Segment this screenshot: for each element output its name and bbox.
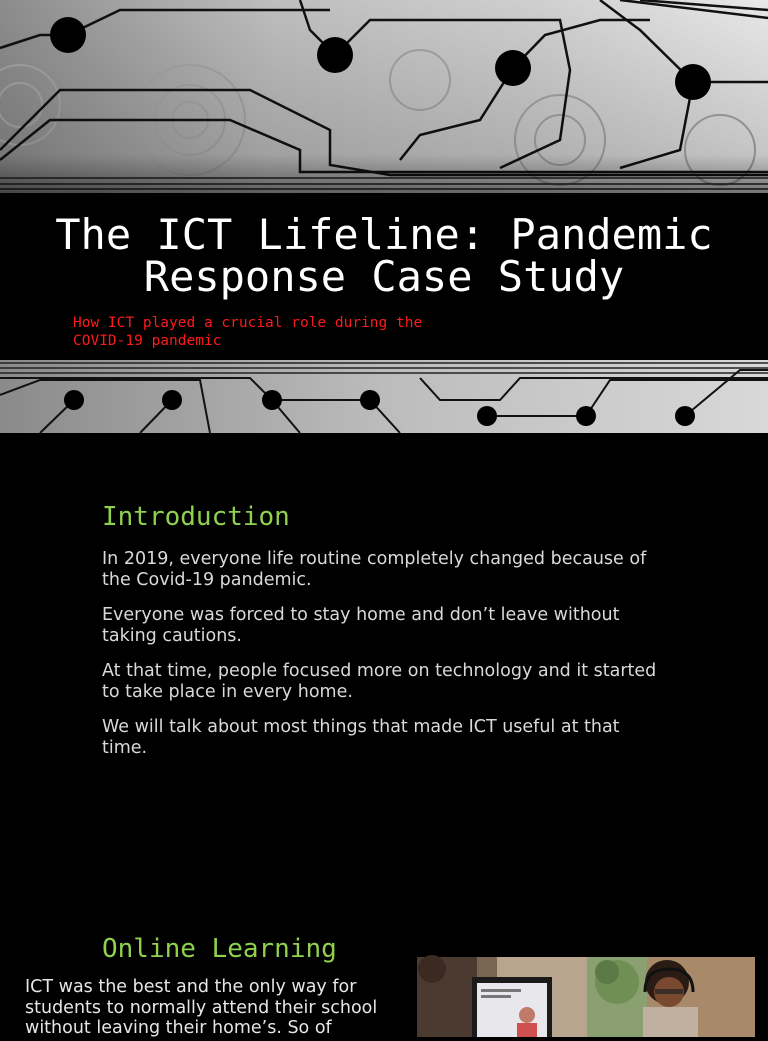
title-line-2: Response Case Study [143,252,625,301]
intro-paragraph: In 2019, everyone life routine completely changed because of the Covid-19 pandemic. [102,549,647,590]
title-slide [0,0,768,433]
introduction-slide [0,433,768,893]
circuit-board-banner-bottom [0,360,768,433]
slide-subtitle [73,315,493,350]
online-learning-photo [417,957,755,1037]
intro-paragraph: Everyone was forced to stay home and don’t leave without taking cautions. [102,605,620,646]
intro-paragraph: At that time, people focused more on technology and it started to take place in every home. [102,661,657,702]
online-learning-body: ICT was the best and the only way for students to normally attend their school without leaving their home’s. So of [25,977,378,1038]
slide-title [0,210,768,301]
subtitle-line-2: COVID-19 pandemic [73,332,222,349]
online-learning-heading: Online Learning [102,934,337,964]
title-line-1: The ICT Lifeline: Pandemic [55,210,713,259]
subtitle-line-1: How ICT played a crucial role during the [73,315,423,331]
circuit-board-banner-top [0,0,768,193]
introduction-heading: Introduction [102,502,290,532]
introduction-body [102,549,662,773]
intro-paragraph: We will talk about most things that made ICT useful at that time. [102,717,620,758]
online-learning-slide [0,893,768,1038]
student-laptop-image [417,957,755,1037]
